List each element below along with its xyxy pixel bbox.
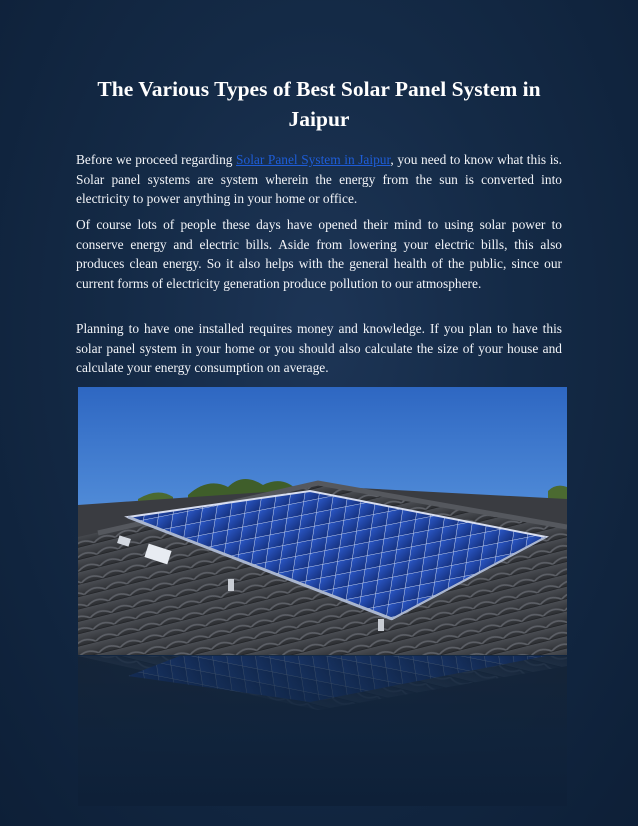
solar-panel-photo <box>78 387 567 655</box>
reflection-fade-overlay <box>78 656 567 806</box>
page-title: The Various Types of Best Solar Panel System in Jaipur <box>97 77 541 131</box>
planning-paragraph: Planning to have one installed requires money and knowledge. If you plan to have this solar panel system in your home or you should also calculate the size of your house and calculate your energy consumption on average. <box>76 321 562 375</box>
solar-panel-system-link[interactable]: Solar Panel System in Jaipur <box>236 152 391 167</box>
intro-text-after-link: , you need to know what this is. Solar panel systems are system wherein the energy from the sun is converted into electricity to power anything in your home or office. <box>76 152 562 206</box>
intro-paragraph <box>76 150 562 209</box>
intro-text-before-link: Before we proceed regarding <box>76 152 237 167</box>
solar-roof-illustration <box>78 387 567 655</box>
benefits-paragraph: Of course lots of people these days have opened their mind to using solar power to conserve energy and electric bills. Aside from lowering your electric bills, this also produces clean energy. So it also helps with the general health of the public, since our current forms of electricity generation produce pollution to our atmosphere. <box>76 217 562 291</box>
